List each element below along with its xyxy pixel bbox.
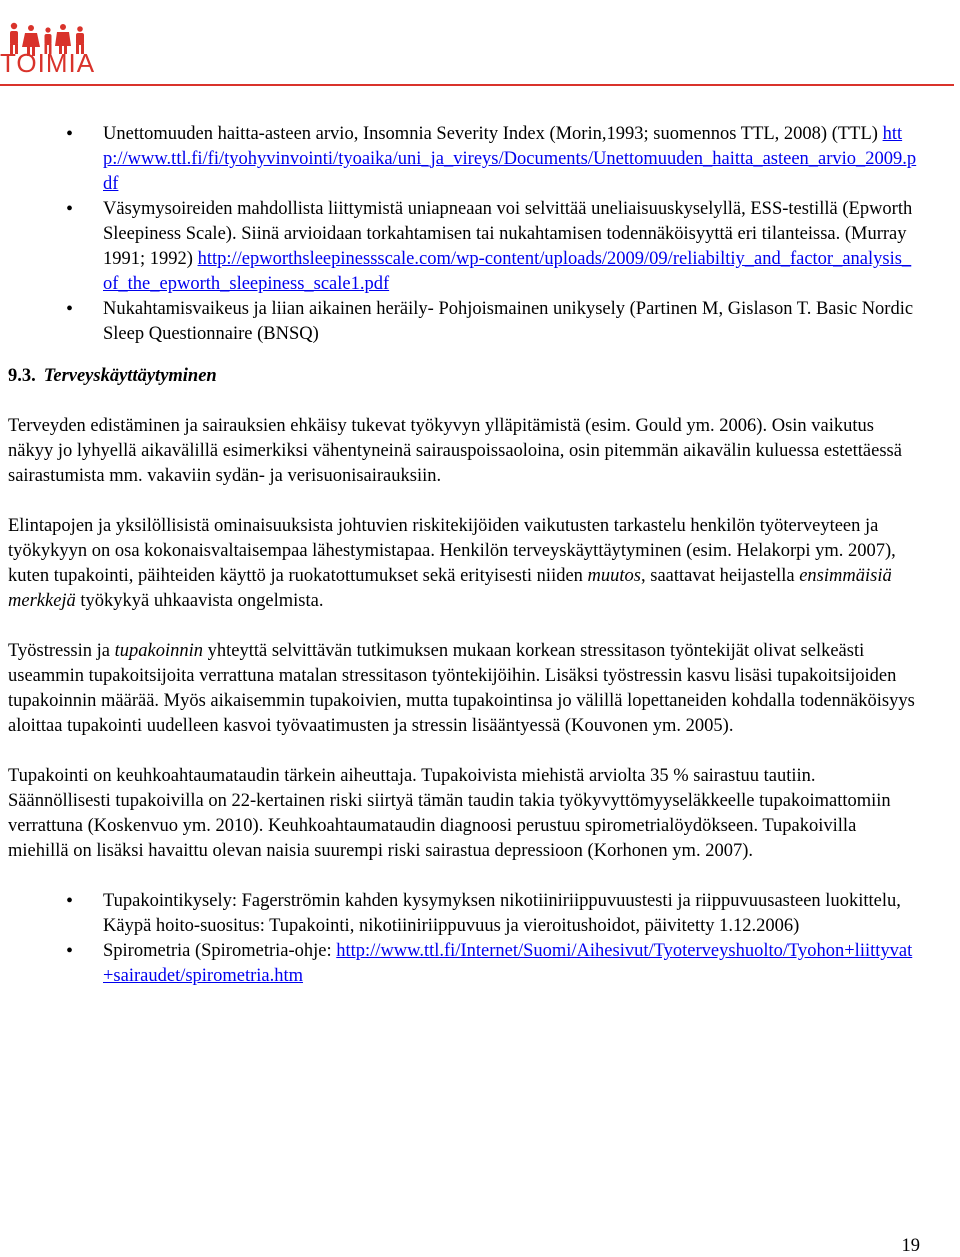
epworth-link[interactable]: http://epworthsleepinessscale.com/wp-content/uploads/2009/09/reliabiltiy_and_factor_analysis_of_the_epworth_sleepiness_scale1.pdf [103, 249, 912, 294]
header-rule [0, 84, 954, 86]
list-item [8, 197, 920, 297]
document-body [8, 122, 920, 989]
paragraph: Tupakointi on keuhkoahtaumataudin tärkein aiheuttaja. Tupakoivista miehistä arviolta 35 % sairastuu tautiin. Säännöllisesti tupakoivilla on 22-kertainen riski siirtyä tämän taudin takia työkyvyttömyyseläkkeelle tupakoimattomiin verrattuna (Koskenvuo ym. 2010). Keuhkoahtaumataudin diagnoosi perustuu spirometrialöydökseen. Tupakoivilla miehillä on lisäksi havaittu olevan naisia suurempi riski sairastua depressioon (Korhonen ym. 2007). [8, 766, 891, 861]
italic-text: tupakoinnin [114, 641, 204, 661]
paragraph [8, 639, 920, 739]
page-header [0, 0, 960, 88]
list-item [8, 122, 920, 197]
list-item-text: Nukahtamisvaikeus ja liian aikainen heräily- Pohjoismainen unikysely (Partinen M, Gislason T. Basic Nordic Sleep Questionnaire (BNSQ) [103, 299, 914, 344]
section-number: 9.3. [8, 366, 36, 386]
smoking-list [8, 889, 920, 989]
text-run: , saattavat heijastella [641, 566, 795, 586]
list-item-text: Väsymysoireiden mahdollista liittymistä uniapneaan voi selvittää uneliaisuuskyselyllä, ESS-testillä (Epworth Sleepiness Scale). Siinä arvioidaan torkahtamisen tai nukahtamisen todennäköisyyttä eri tilanteissa. (Murray 1991; 1992) [103, 199, 913, 269]
text-run: yhteyttä selvittävän tutkimuksen mukaan korkean stressitason työntekijät olivat selkeästi useammin tupakoitsijoita verrattuna matalan stressitason työntekijöihin. Lisäksi työstressin kasvu lisäsi tupakoitsijoiden tupakoinnin määrää. Myös aikaisemmin tupakoivien, mutta tupakointinsa jo välillä lopettaneiden kohdalla todennäköisyys aloittaa tupakointi uudelleen kasvoi työvaatimusten ja stressin lisääntyessä (Kouvonen ym. 2005). [8, 641, 915, 736]
italic-text: ensimmäisiä merkkejä [8, 566, 892, 611]
section-heading [8, 364, 920, 389]
text-run: Työstressin ja [8, 641, 110, 661]
spirometry-link[interactable]: http://www.ttl.fi/Internet/Suomi/Aihesivut/Tyoterveyshuolto/Tyohon+liittyvat+sairaudet/spirometria.htm [103, 941, 913, 986]
list-item-text: Tupakointikysely: Fagerströmin kahden kysymyksen nikotiiniriippuvuustesti ja riippuvuusasteen luokittelu, Käypä hoito-suositus: Tupakointi, nikotiiniriippuvuus ja vieroitushoidot, päivitetty 1.12.2006) [103, 891, 901, 936]
list-item [8, 297, 920, 347]
logo-wordmark: TOIMIA [0, 48, 96, 78]
list-item-text: Spirometria (Spirometria-ohje: [103, 941, 332, 961]
section-title: Terveyskäyttäytyminen [43, 366, 217, 386]
paragraph: Terveyden edistäminen ja sairauksien ehkäisy tukevat työkyvyn ylläpitämistä (esim. Gould ym. 2006). Osin vaikutus näkyy jo lyhyellä aikavälillä esimerkiksi vähentyneinä sairauspoissaoloina, osin pitemmän aikavälin kuluessa estettäessä sairastumista mm. vakaviin sydän- ja verisuonisairauksiin. [8, 416, 902, 486]
text-run: työkykyä uhkaavista ongelmista. [80, 591, 324, 611]
page-number: 19 [901, 1236, 920, 1256]
insomnia-index-link[interactable]: http://www.ttl.fi/fi/tyohyvinvointi/tyoaika/uni_ja_vireys/Documents/Unettomuuden_haitta_asteen_arvio_2009.pdf [103, 124, 917, 194]
list-item [8, 889, 920, 939]
assessment-list [8, 122, 920, 347]
paragraph [8, 514, 920, 614]
list-item-text: Unettomuuden haitta-asteen arvio, Insomnia Severity Index (Morin,1993; suomennos TTL, 2008) (TTL) [103, 124, 878, 144]
italic-text: muutos [587, 566, 641, 586]
list-item [8, 939, 920, 989]
text-run: Elintapojen ja yksilöllisistä ominaisuuksista johtuvien riskitekijöiden vaikutusten tarkastelu henkilön työterveyteen ja työkykyyn on osa kokonaisvaltaisempaa lähestymistapaa. Henkilön terveyskäyttäytyminen (esim. Helakorpi ym. 2007), kuten tupakointi, päihteiden käyttö ja ruokatottumukset sekä erityisesti niiden [8, 516, 896, 586]
